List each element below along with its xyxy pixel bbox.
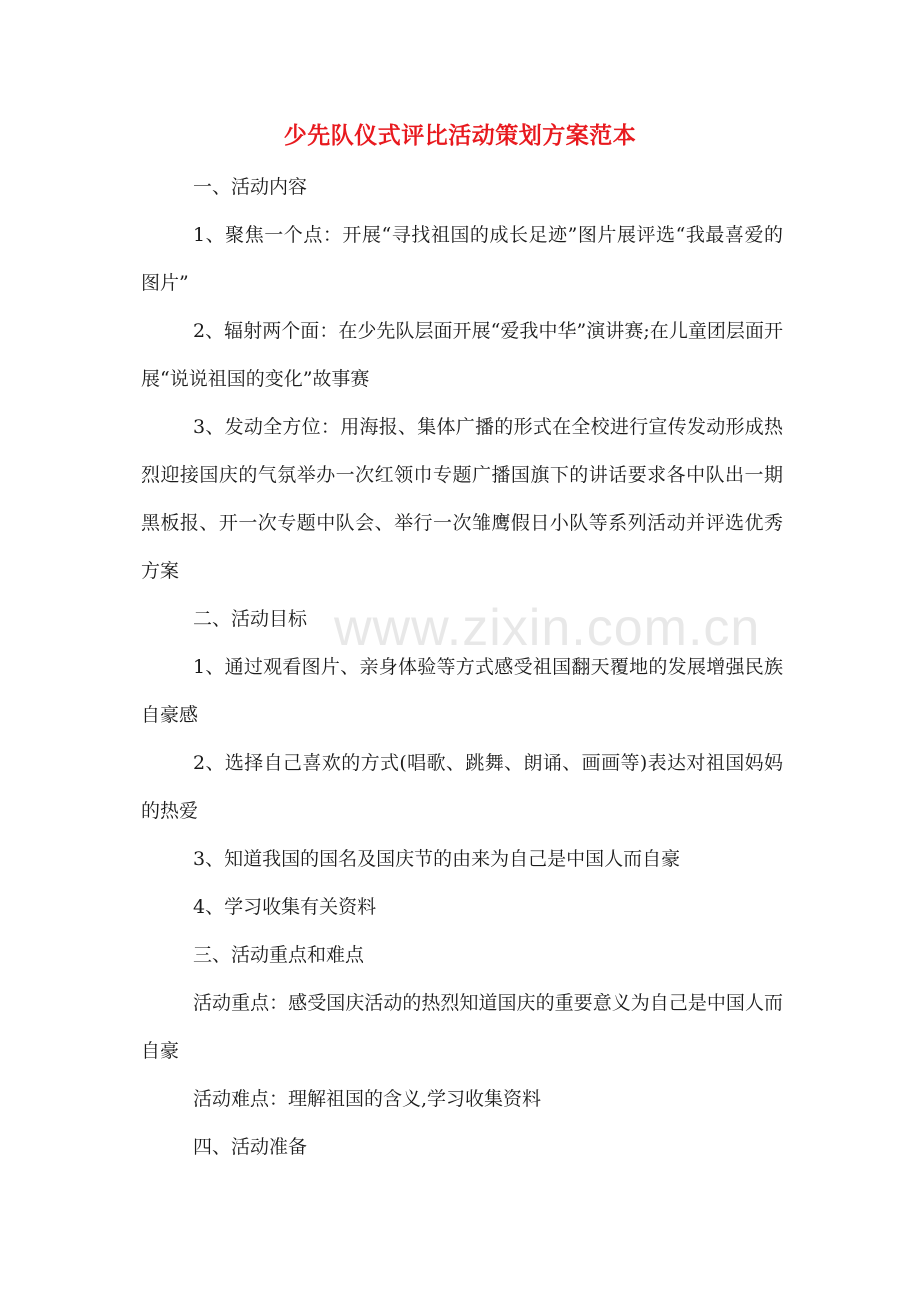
paragraph-key-point: 活动重点：感受国庆活动的热烈知道国庆的重要意义为自己是中国人而自豪: [141, 992, 783, 1062]
section-heading-key-points: 三、活动重点和难点: [193, 944, 365, 966]
document-body: [141, 163, 783, 1171]
section-heading-activity-goals: 二、活动目标: [193, 608, 308, 630]
paragraph-content-2: 2、辐射两个面：在少先队层面开展“爱我中华”演讲赛;在儿童团层面开展“说说祖国的变化”故事赛: [141, 320, 783, 390]
paragraph-content-1: 1、聚焦一个点：开展“寻找祖国的成长足迹”图片展评选“我最喜爱的图片”: [141, 224, 783, 294]
section-heading-activity-content: 一、活动内容: [193, 176, 308, 198]
paragraph-goal-4: 4、学习收集有关资料: [193, 896, 377, 918]
paragraph-content-3: 3、发动全方位：用海报、集体广播的形式在全校进行宣传发动形成热烈迎接国庆的气氛举办一次红领巾专题广播国旗下的讲话要求各中队出一期黑板报、开一次专题中队会、举行一次雏鹰假日小队等系列活动并评选优秀方案: [141, 416, 783, 582]
paragraph-goal-3: 3、知道我国的国名及国庆节的由来为自己是中国人而自豪: [193, 848, 681, 870]
watermark: www.zixin.com.cn: [334, 599, 761, 657]
paragraph-difficulty: 活动难点：理解祖国的含义,学习收集资料: [193, 1088, 542, 1110]
section-heading-preparation: 四、活动准备: [193, 1136, 308, 1158]
paragraph-goal-2: 2、选择自己喜欢的方式(唱歌、跳舞、朗诵、画画等)表达对祖国妈妈的热爱: [141, 752, 783, 822]
paragraph-goal-1: 1、通过观看图片、亲身体验等方式感受祖国翻天覆地的发展增强民族自豪感: [141, 656, 783, 726]
document-title: 少先队仪式评比活动策划方案范本: [283, 122, 637, 149]
